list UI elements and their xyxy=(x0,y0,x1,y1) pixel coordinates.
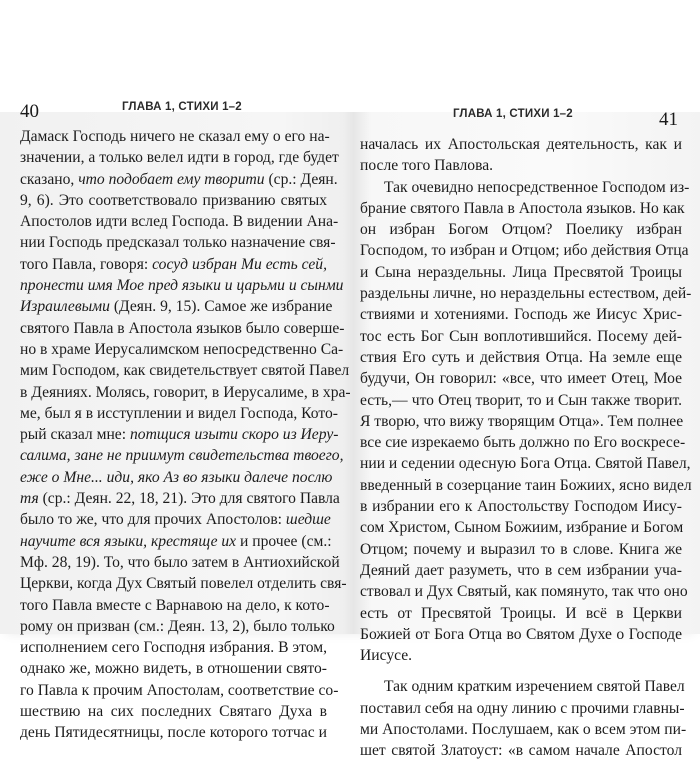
text-line: после того Павлова. xyxy=(360,157,494,175)
left-page xyxy=(0,101,351,742)
text-line: ствиями и хотениями. Господь же Иисус Хрис- xyxy=(360,306,682,324)
text-line: сказано, что подобает ему творити (ср.: Деян. xyxy=(20,170,338,188)
text-line: в Деяниях. Молясь, говорит, в Иерусалиме, в хра- xyxy=(20,383,351,401)
text-line: в избрании его к Апостольству Господом Иису- xyxy=(360,498,682,516)
text-line: рый сказал мне: потщися изыти скоро из Иеру- xyxy=(20,426,339,444)
text-line: тос есть Бог Сын воплотившийся. Посему дей- xyxy=(360,327,682,345)
text-line: введенный в созерцание таин Божиих, ясно видел xyxy=(360,476,692,494)
text-line: день Пятидесятницы, после которого тотчас и xyxy=(20,724,327,742)
page-number-left: 40 xyxy=(20,101,39,122)
running-head-right: ГЛАВА 1, СТИХИ 1–2 xyxy=(453,108,573,120)
text-line: значении, а только велел идти в город, где будет xyxy=(20,149,339,167)
text-line: нии и седении одесную Бога Отца. Святой Павел, xyxy=(360,455,691,473)
text-line: началась их Апостольская деятельность, как и xyxy=(360,136,682,153)
text-line: рому он призван (см.: Деян. 13, 2), было только xyxy=(20,617,335,635)
text-line: Церкви, когда Дух Святый повелел отделить свя- xyxy=(20,575,347,593)
text-line: он избран Богом Отцом? Поелику избран xyxy=(360,221,682,239)
text-line: есть от Пресвятой Троицы. И всё в Церкви xyxy=(360,604,682,622)
text-line: научите вся языки, крестяще их и прочее (см.: xyxy=(20,532,332,550)
text-line: но в храме Иерусалимском непосредственно Са- xyxy=(20,340,344,358)
text-line: пронести имя Мое пред языки и царьми и сынми xyxy=(20,277,344,295)
text-line: Так очевидно непосредственное Господом из- xyxy=(384,178,690,196)
text-line: шет святой Златоуст: «в самом начале Апостол xyxy=(360,742,682,760)
text-line: еже о Мне... иди, яко Аз во языки далече послю xyxy=(20,468,333,486)
text-line: было то же, что для прочих Апостолов: шедше xyxy=(20,511,331,529)
text-line: того Павла, говоря: сосуд избран Ми есть сей, xyxy=(20,255,327,273)
text-line: Божией от Бога Отца во Святом Духе о Господе xyxy=(360,625,682,643)
text-line: Господом, то избран и Отцом; ибо действия Отца xyxy=(360,242,689,260)
text-line: ме, был я в исступлении и видел Господа, Кото- xyxy=(20,404,338,422)
text-line: исполнением сего Господня избрания. В этом, xyxy=(20,639,327,657)
text-line: ствия Его суть и действия Отца. На земле еще xyxy=(360,348,682,366)
text-line: того Павла вместе с Варнавою на дело, к кото- xyxy=(20,596,330,614)
text-line: салима, зане не приимут свидетельства твоего, xyxy=(20,447,344,465)
text-line: Так одним кратким изречением святой Павел xyxy=(384,678,685,696)
page-number-right: 41 xyxy=(659,109,678,130)
running-head-left: ГЛАВА 1, СТИХИ 1–2 xyxy=(122,101,242,113)
text-line: все сие изрекаемо быть должно по Его воскресе- xyxy=(360,434,686,452)
right-page xyxy=(360,108,700,760)
text-line: Иисусе. xyxy=(360,647,413,665)
text-line: мим Господом, как свидетельствует святой Павел xyxy=(20,362,350,380)
text-line: Дамаск Господь ничего не сказал ему о его на- xyxy=(20,128,330,145)
text-line: Я творю, что вижу творящим Отца». Тем полнее xyxy=(360,412,684,430)
text-line: тя (ср.: Деян. 22, 18, 21). Это для святого Павла xyxy=(20,490,340,508)
right-page-body-text xyxy=(360,134,692,762)
text-line: сом Христом, Сыном Божиим, избрание и Богом xyxy=(360,519,684,537)
left-page-body-text xyxy=(20,126,351,744)
text-line: будучи, Он говорил: «все, что имеет Отец, Мое xyxy=(360,370,682,388)
text-line: Мф. 28, 19). То, что было затем в Антиохийской xyxy=(20,553,340,571)
text-line: 9, 6). Это соответствовало призванию святых xyxy=(20,191,327,209)
text-line: Деяний дает разуметь, что в сем избрании уча- xyxy=(360,561,682,579)
text-line: однако же, можно видеть, в отношении свято- xyxy=(20,660,327,678)
book-spread xyxy=(0,101,700,760)
text-line: Израилевыми (Деян. 9, 15). Самое же избрание xyxy=(20,298,333,316)
text-line: и Сына нераздельны. Лица Пресвятой Троицы xyxy=(360,263,682,281)
text-line: брание святого Павла в Апостола языков. Но как xyxy=(360,199,685,217)
text-line: поставил себя на одну линию с прочими главны- xyxy=(360,699,685,717)
text-line: ми Апостолами. Послушаем, как о всем этом пи- xyxy=(360,721,687,739)
text-line: шествию на сих последних Святаго Духа в xyxy=(20,703,327,721)
text-line: святого Павла в Апостола языков было соверше- xyxy=(20,319,345,337)
text-line: ствовал и Дух Святый, как помянуто, так что оно xyxy=(360,583,688,601)
text-line: Отцом; почему и выразил то в слове. Книга же xyxy=(360,540,682,558)
text-line: нии Господь предсказал только назначение свя- xyxy=(20,234,336,252)
text-line: есть,— что Отец творит, то и Сын также творит. xyxy=(360,391,682,409)
text-line: го Павла к прочим Апостолам, соответствие со- xyxy=(20,681,339,699)
text-line: Апостолов идти вслед Господа. В видении Ана- xyxy=(20,213,339,231)
text-line: раздельны личне, но нераздельны естеством, дей- xyxy=(360,285,692,303)
